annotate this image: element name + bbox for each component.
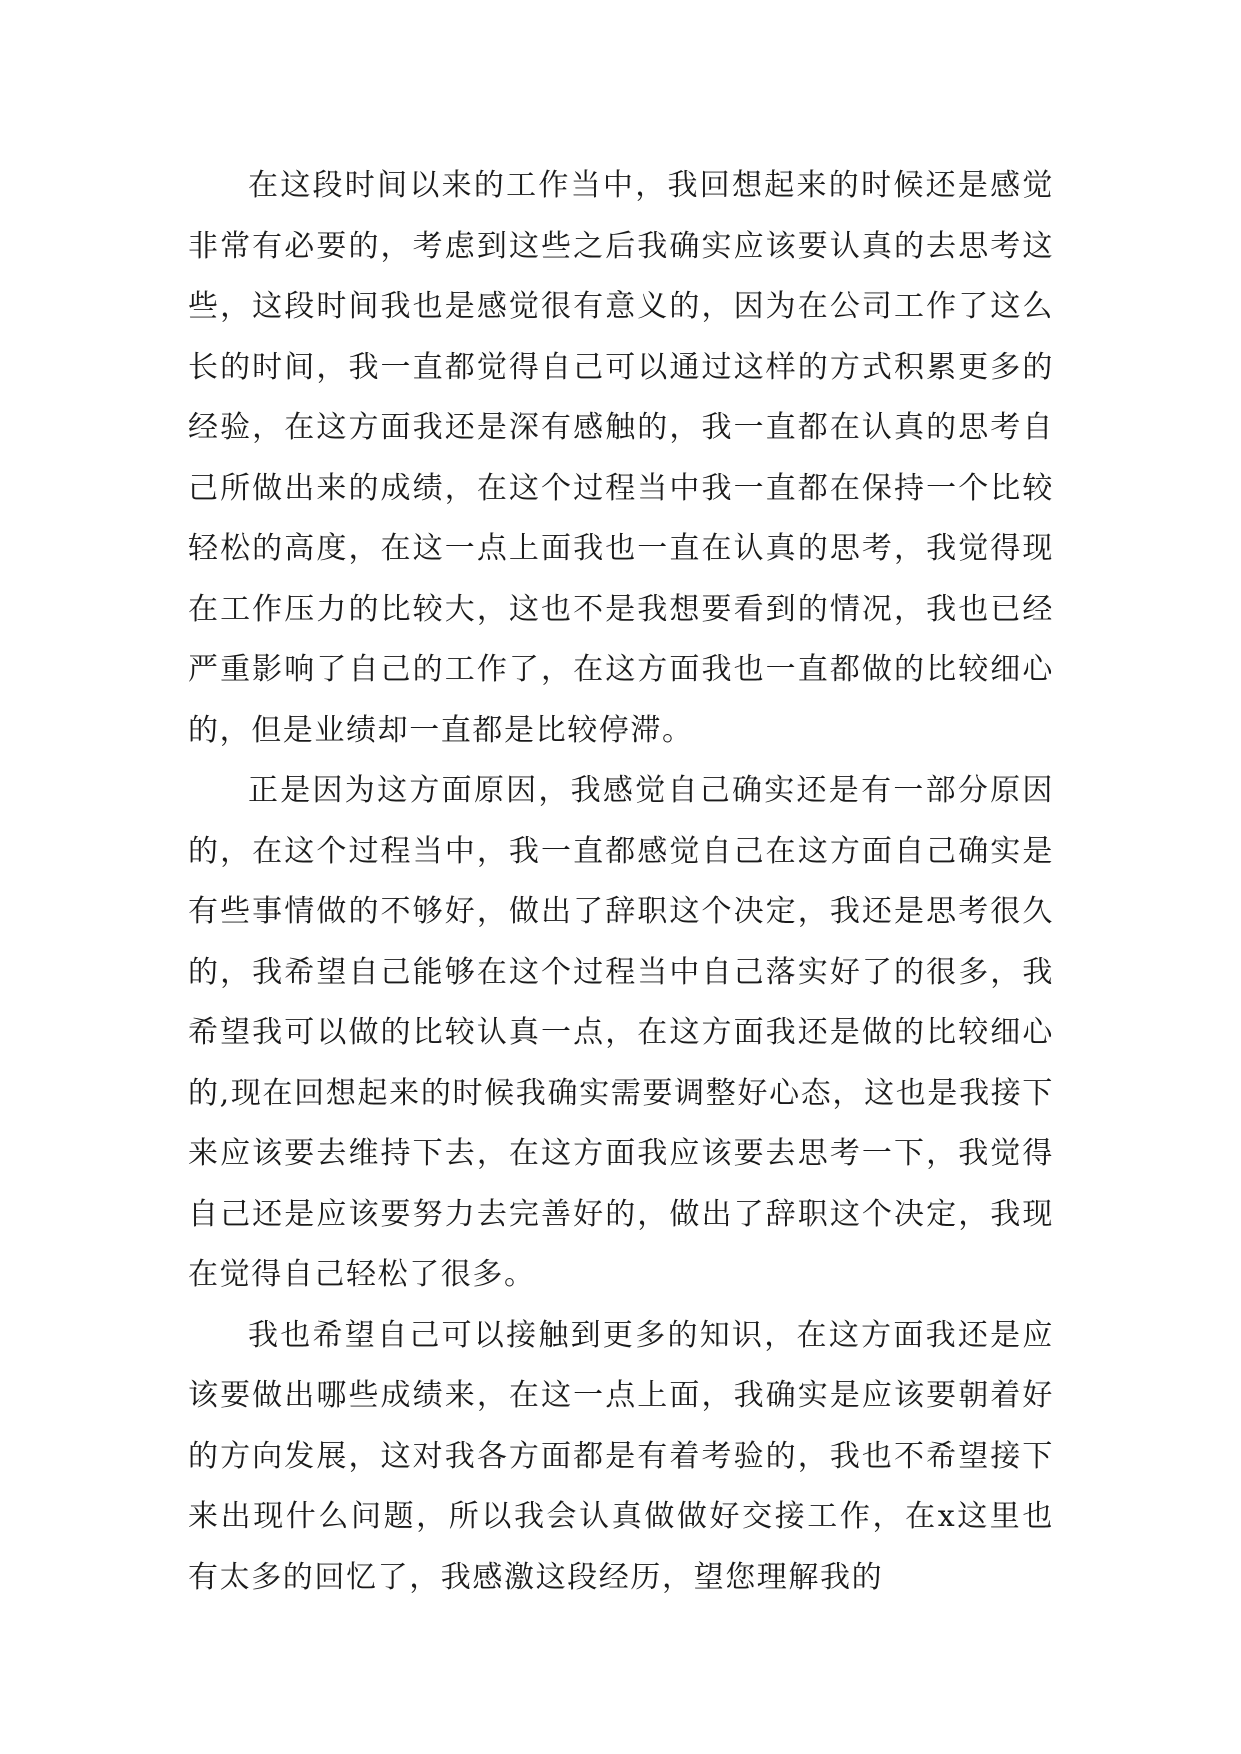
document-body <box>188 156 1054 1608</box>
paragraph-1: 在这段时间以来的工作当中，我回想起来的时候还是感觉非常有必要的，考虑到这些之后我确实应该要认真的去思考这些，这段时间我也是感觉很有意义的，因为在公司工作了这么长的时间，我一直都觉得自己可以通过这样的方式积累更多的经验，在这方面我还是深有感触的，我一直都在认真的思考自己所做出来的成绩，在这个过程当中我一直都在保持一个比较轻松的高度，在这一点上面我也一直在认真的思考，我觉得现在工作压力的比较大，这也不是我想要看到的情况，我也已经严重影响了自己的工作了，在这方面我也一直都做的比较细心的，但是业绩却一直都是比较停滞。 <box>188 168 1054 748</box>
paragraph-2: 正是因为这方面原因，我感觉自己确实还是有一部分原因的，在这个过程当中，我一直都感觉自己在这方面自己确实是有些事情做的不够好，做出了辞职这个决定，我还是思考很久的，我希望自己能够在这个过程当中自己落实好了的很多，我希望我可以做的比较认真一点，在这方面我还是做的比较细心的,现在回想起来的时候我确实需要调整好心态，这也是我接下来应该要去维持下去，在这方面我应该要去思考一下，我觉得自己还是应该要努力去完善好的，做出了辞职这个决定，我现在觉得自己轻松了很多。 <box>188 773 1054 1292</box>
paragraph-3: 我也希望自己可以接触到更多的知识，在这方面我还是应该要做出哪些成绩来，在这一点上面，我确实是应该要朝着好的方向发展，这对我各方面都是有着考验的，我也不希望接下来出现什么问题，所以我会认真做做好交接工作，在x这里也有太多的回忆了，我感激这段经历，望您理解我的 <box>188 1317 1054 1595</box>
